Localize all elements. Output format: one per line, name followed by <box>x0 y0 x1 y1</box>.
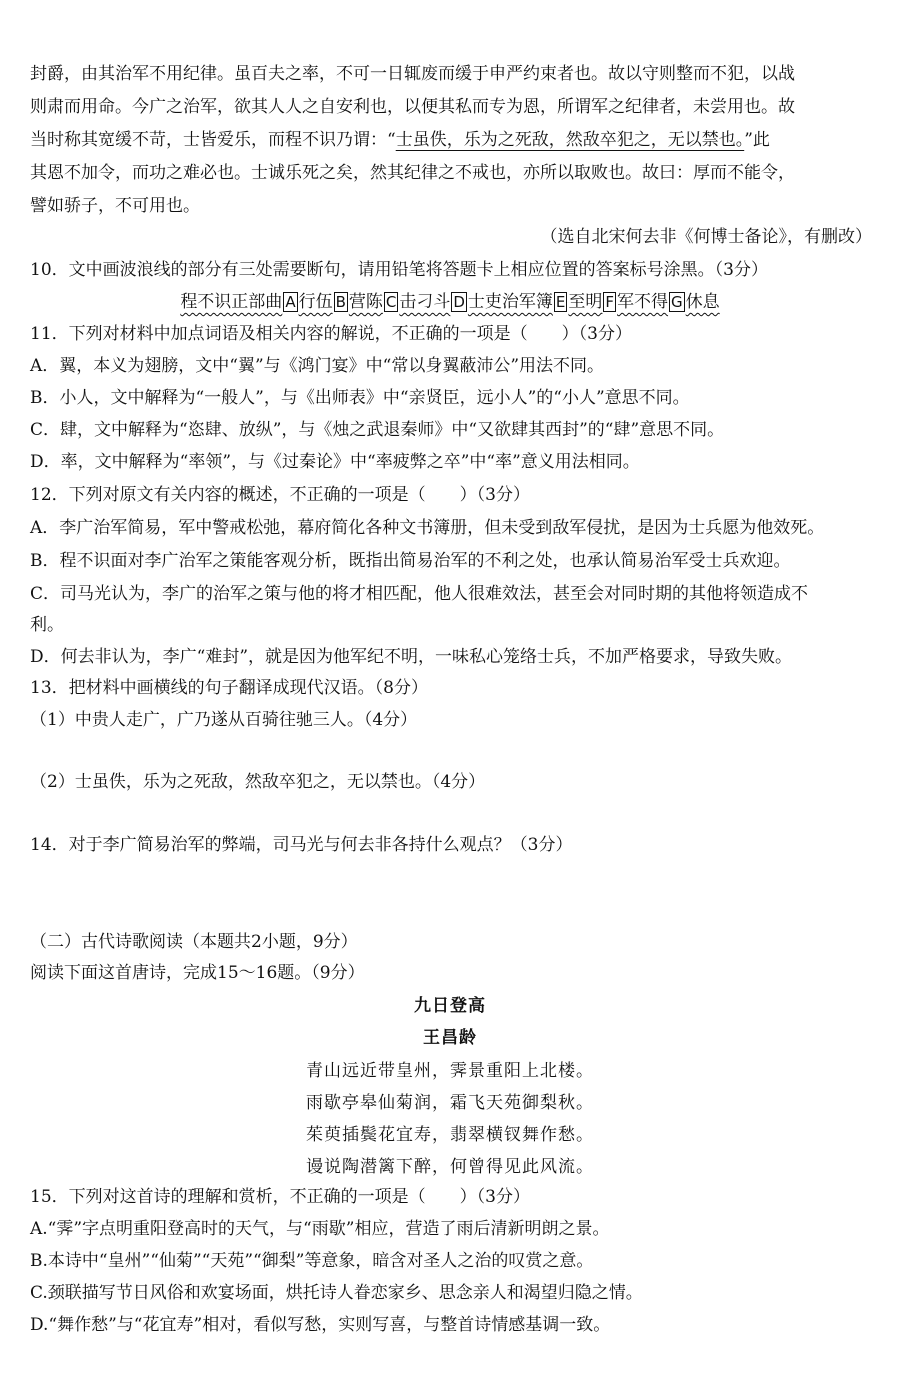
q15-option-b: B.本诗中“皇州”“仙菊”“天苑”“御梨”等意象，暗含对圣人之治的叹赏之意。 <box>30 1251 594 1271</box>
q15-stem: 15．下列对这首诗的理解和赏析，不正确的一项是（ ）（3分） <box>30 1187 530 1207</box>
q10-marker-b[interactable]: B <box>335 293 346 311</box>
q15-option-a: A.“霁”字点明重阳登高时的天气，与“雨歇”相应，营造了雨后清新明朗之景。 <box>30 1219 610 1239</box>
q10-stem: 10．文中画波浪线的部分有三处需要断句，请用铅笔将答题卡上相应位置的答案标号涂黑。（3分） <box>30 260 768 280</box>
q10-marker-e[interactable]: E <box>555 293 566 311</box>
q12-stem: 12．下列对原文有关内容的概述，不正确的一项是（ ）（3分） <box>30 485 530 505</box>
poem-title: 九日登高 <box>414 996 486 1016</box>
q10-marker-d[interactable]: D <box>453 293 465 311</box>
q12-option-c: C．司马光认为，李广的治军之策与他的将才相匹配，他人很难效法，甚至会对同时期的其他将领造成不 <box>30 584 809 604</box>
passage-line-3 <box>30 128 872 154</box>
q10-segment: 军不得 <box>617 292 669 312</box>
q10-segment: 营陈 <box>348 292 383 312</box>
q11-option-c: C．肆，文中解释为“恣肆、放纵”，与《烛之武退秦师》中“又欲肆其西封”的“肆”意思不同。 <box>30 420 725 440</box>
passage-source: （选自北宋何去非《何博士备论》，有删改） <box>540 227 872 247</box>
q12-option-b: B．程不识面对李广治军之策能客观分析，既指出简易治军的不利之处，也承认简易治军受士兵欢迎。 <box>30 551 791 571</box>
passage-line-4: 其恩不加令，而功之难必也。士诚乐死之矣，然其纪律之不戒也，亦所以取败也。故曰：厚而不能令， <box>30 163 795 183</box>
passage-line-1: 封爵，由其治军不用纪律。虽百夫之率，不可一日辄废而缓于申严约束者也。故以守则整而不犯，以战 <box>30 64 795 84</box>
passage-line-3-a: 当时称其宽缓不苛，士皆爱乐，而程不识乃谓：“ <box>30 130 396 150</box>
q11-option-a: A．翼，本义为翅膀，文中“翼”与《鸿门宴》中“常以身翼蔽沛公”用法不同。 <box>30 356 605 376</box>
q10-segment: 击刁斗 <box>399 292 451 312</box>
underlined-sentence: 士虽佚，乐为之死敌，然敌卒犯之，无以禁也。 <box>395 130 745 150</box>
q10-marker-a[interactable]: A <box>285 293 296 311</box>
q13-sentence-2: （2）士虽佚，乐为之死敌，然敌卒犯之，无以禁也。（4分） <box>30 772 486 792</box>
section-intro: 阅读下面这首唐诗，完成15～16题。（9分） <box>30 963 365 983</box>
q10-segment: 休息 <box>685 292 720 312</box>
q10-segment: 程不识正部曲 <box>180 292 283 312</box>
poem-author: 王昌龄 <box>423 1028 477 1048</box>
poem-line-1: 青山远近带皇州，霁景重阳上北楼。 <box>306 1061 594 1081</box>
poem-line-3: 茱萸插鬓花宜寿，翡翠横钗舞作愁。 <box>306 1125 594 1145</box>
poem-line-4: 谩说陶潜篱下醉，何曾得见此风流。 <box>306 1157 594 1177</box>
q12-option-c-cont: 利。 <box>30 615 64 635</box>
q10-marker-g[interactable]: G <box>671 293 683 311</box>
q13-sentence-1: （1）中贵人走广，广乃遂从百骑往驰三人。（4分） <box>30 710 418 730</box>
q11-stem: 11．下列对材料中加点词语及相关内容的解说，不正确的一项是（ ）（3分） <box>30 324 632 344</box>
q13-stem: 13．把材料中画横线的句子翻译成现代汉语。（8分） <box>30 678 428 698</box>
q10-marker-f[interactable]: F <box>605 293 615 311</box>
q14-stem: 14．对于李广简易治军的弊端，司马光与何去非各持什么观点？（3分） <box>30 835 573 855</box>
poem-line-2: 雨歇亭皋仙菊润，霜飞天苑御梨秋。 <box>306 1093 594 1113</box>
q15-option-c: C.颈联描写节日风俗和欢宴场面，烘托诗人眷恋家乡、思念亲人和渴望归隐之情。 <box>30 1283 643 1303</box>
q10-segment: 士吏治军簿 <box>467 292 553 312</box>
passage-line-5: 譬如骄子，不可用也。 <box>30 196 200 216</box>
passage-line-3-c: ”此 <box>744 130 770 150</box>
q11-option-b: B．小人，文中解释为“一般人”，与《出师表》中“亲贤臣，远小人”的“小人”意思不同。 <box>30 388 690 408</box>
q10-segment: 行伍 <box>298 292 333 312</box>
q10-segment: 至明 <box>568 292 603 312</box>
q10-marker-c[interactable]: C <box>385 293 397 311</box>
q12-option-d: D．何去非认为，李广“难封”，就是因为他军纪不明，一味私心笼络士兵，不加严格要求，导致失败。 <box>30 647 793 667</box>
q11-option-d: D．率，文中解释为“率领”，与《过秦论》中“率疲弊之卒”中“率”意义用法相同。 <box>30 452 640 472</box>
q12-option-a: A．李广治军简易，军中警戒松弛，幕府简化各种文书簿册，但未受到敌军侵扰，是因为士兵愿为他效死。 <box>30 518 825 538</box>
section-heading: （二）古代诗歌阅读（本题共2小题，9分） <box>30 932 358 952</box>
q15-option-d: D.“舞作愁”与“花宜寿”相对，看似写愁，实则写喜，与整首诗情感基调一致。 <box>30 1315 611 1335</box>
passage-line-2: 则肃而用命。今广之治军，欲其人人之自安利也，以便其私而专为恩，所谓军之纪律者，未尝用也。故 <box>30 97 795 117</box>
q10-segmented-text <box>0 290 900 316</box>
